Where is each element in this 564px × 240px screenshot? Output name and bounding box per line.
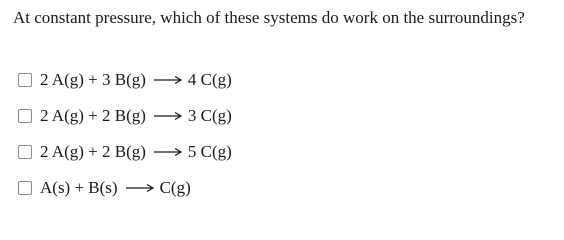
option-3[interactable] xyxy=(18,134,232,170)
checkbox-option-1[interactable] xyxy=(18,73,32,87)
option-3-products: 5 C(g) xyxy=(187,142,232,161)
option-4-products: C(g) xyxy=(159,178,191,197)
option-1-products: 4 C(g) xyxy=(187,70,232,89)
option-4-reactants: A(s) + B(s) xyxy=(40,178,118,197)
checkbox-option-2[interactable] xyxy=(18,109,32,123)
reaction-arrow-icon xyxy=(126,183,154,193)
option-1-reactants: 2 A(g) + 3 B(g) xyxy=(40,70,146,89)
checkbox-option-3[interactable] xyxy=(18,145,32,159)
question-text: At constant pressure, which of these systems do work on the surroundings? xyxy=(13,8,525,27)
option-1[interactable] xyxy=(18,62,232,98)
answer-options xyxy=(18,62,232,206)
reaction-arrow-icon xyxy=(154,147,182,157)
option-2-products: 3 C(g) xyxy=(187,106,232,125)
option-4-label[interactable] xyxy=(40,178,191,198)
option-2-reactants: 2 A(g) + 2 B(g) xyxy=(40,106,146,125)
reaction-arrow-icon xyxy=(154,111,182,121)
checkbox-option-4[interactable] xyxy=(18,181,32,195)
option-4[interactable] xyxy=(18,170,232,206)
option-2-label[interactable] xyxy=(40,106,232,126)
option-3-label[interactable] xyxy=(40,142,232,162)
option-3-reactants: 2 A(g) + 2 B(g) xyxy=(40,142,146,161)
option-2[interactable] xyxy=(18,98,232,134)
reaction-arrow-icon xyxy=(154,75,182,85)
option-1-label[interactable] xyxy=(40,70,232,90)
